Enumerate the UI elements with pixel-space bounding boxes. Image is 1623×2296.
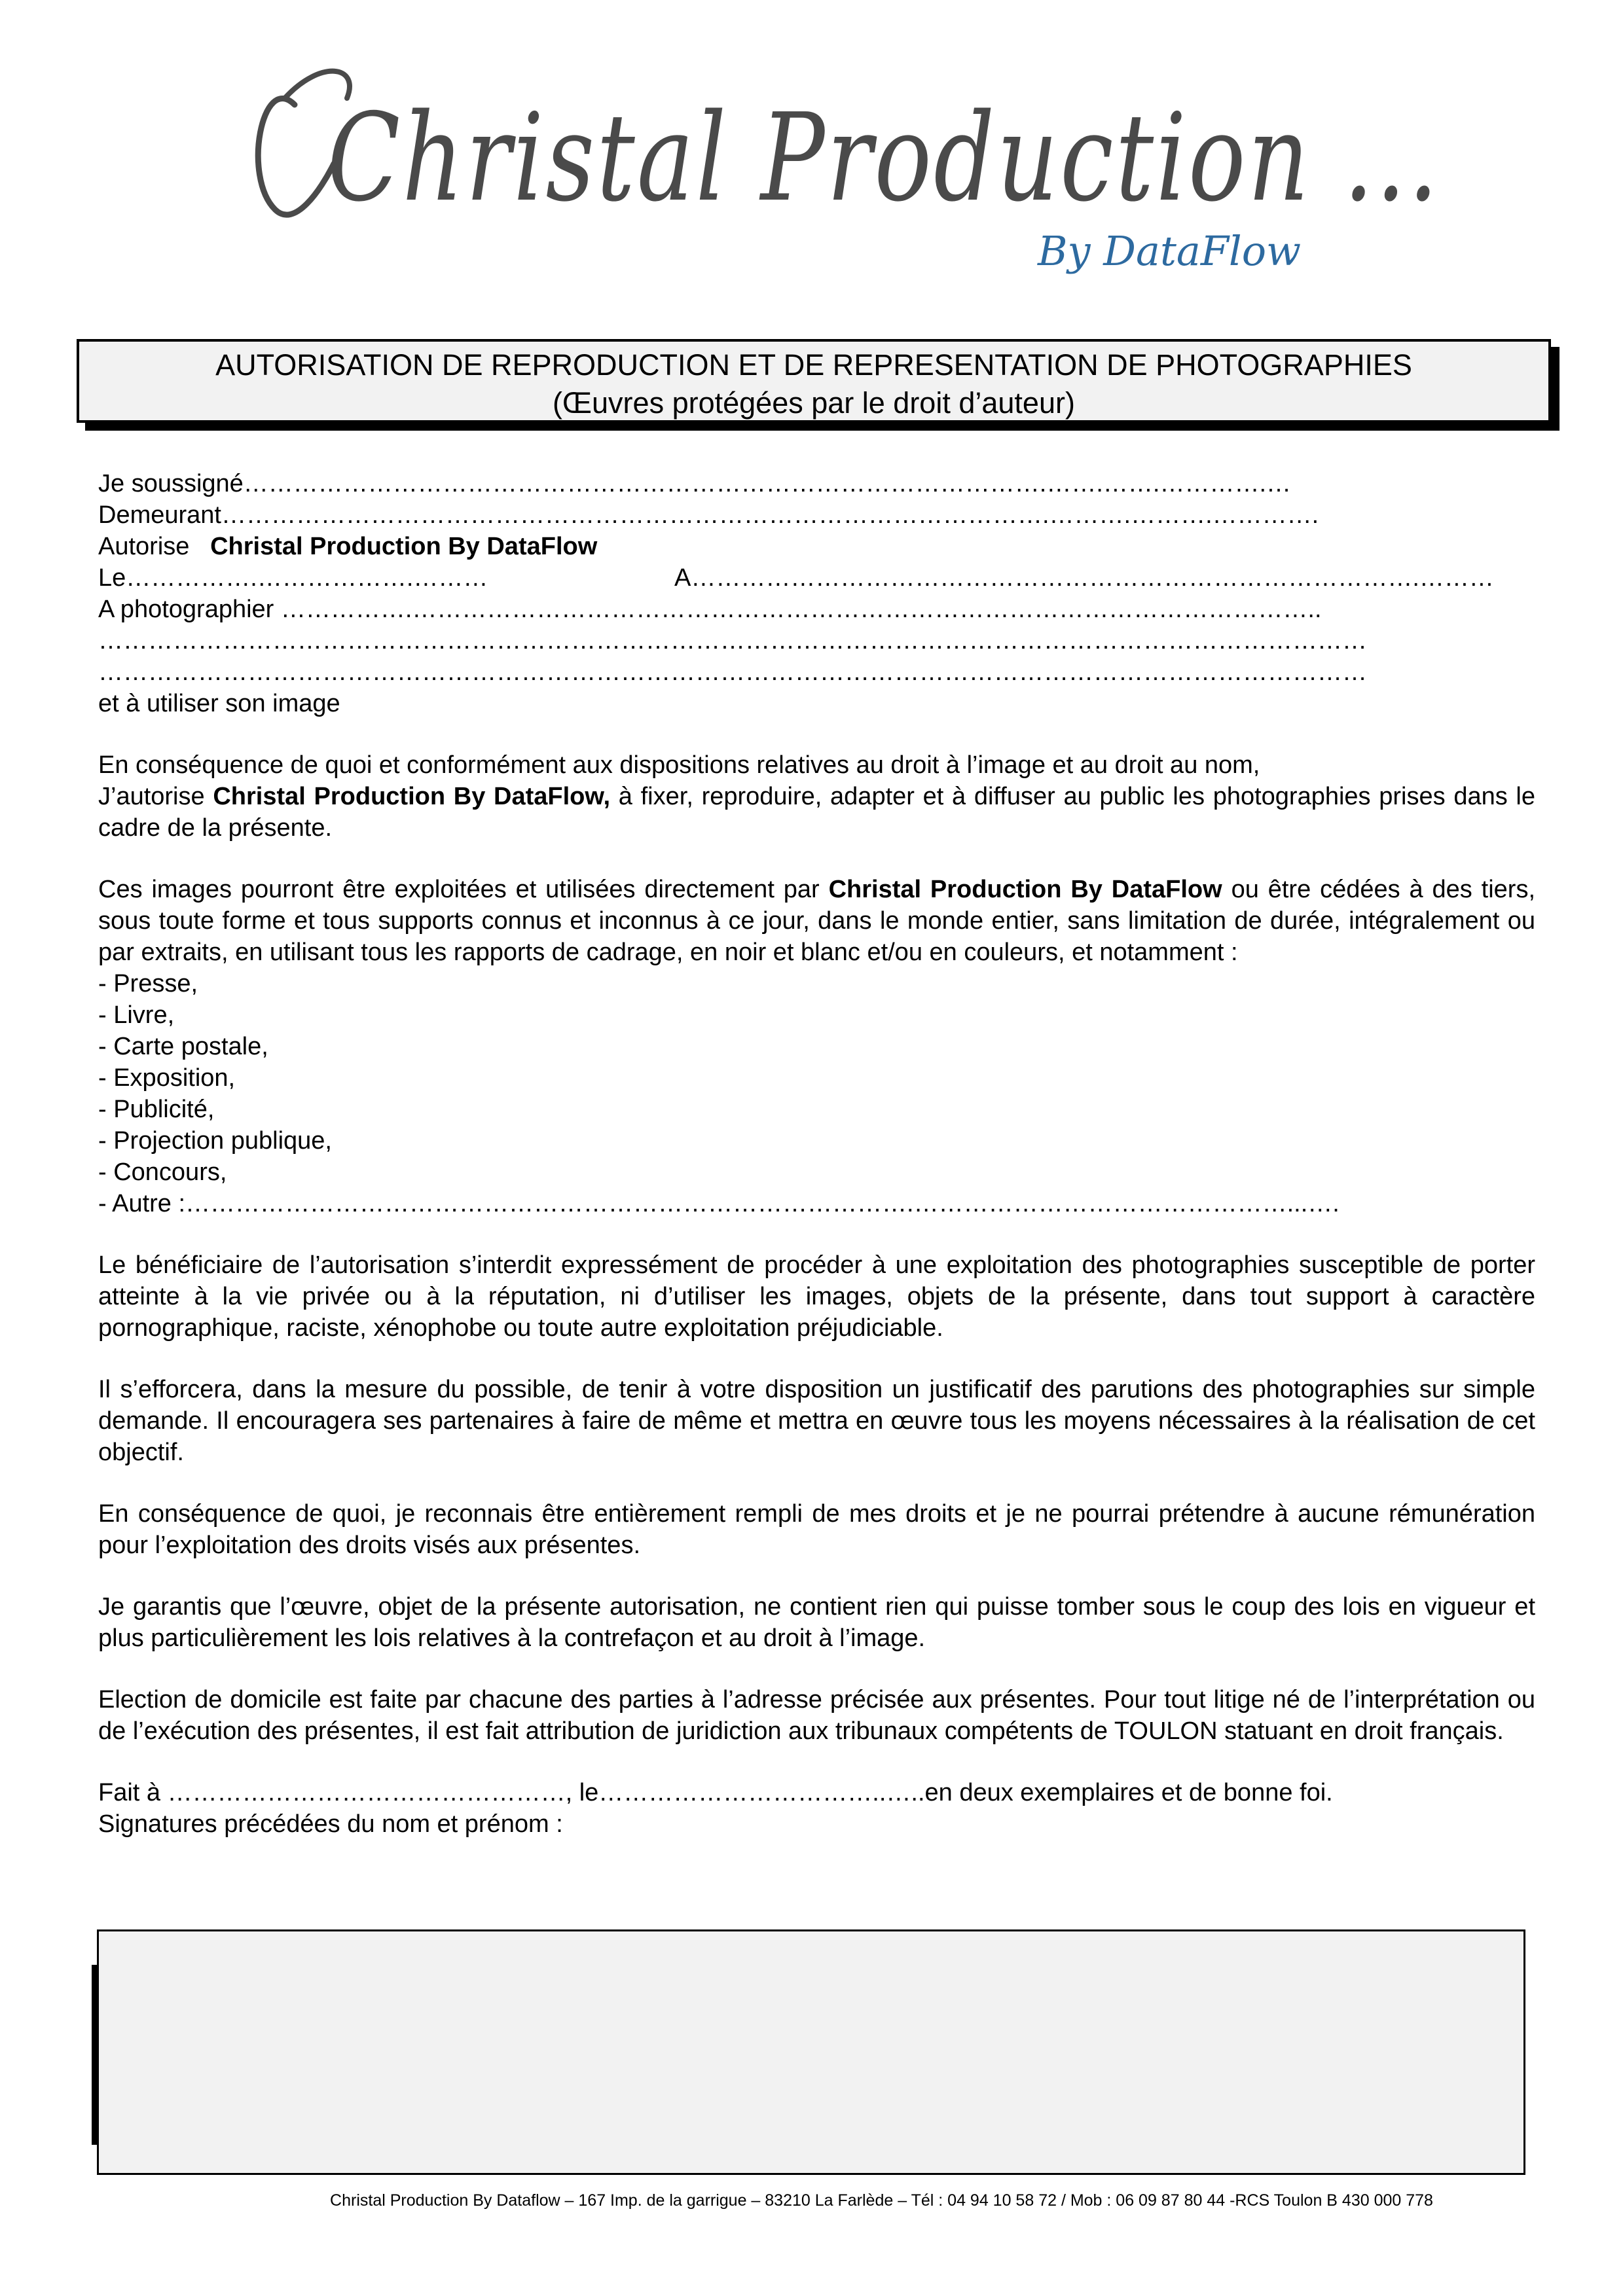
paragraph-interdiction: Le bénéficiaire de l’autorisation s’interdit expressément de procéder à une exploitation des photographies susceptible de porter atteinte à la vie privée ou à la réputation, ni d’utiliser les images, objets de la présente, dans tout support à caractère pornographique, raciste, xénophobe ou toute autre exploitation préjudiciable. (98, 1251, 1535, 1342)
field-fait-a[interactable]: Fait à …………………………………………, le……………………………..…..en deux exemplaires et de bonne foi. (98, 1779, 1333, 1806)
paragraph-justificatif: Il s’efforcera, dans la mesure du possible, de tenir à votre disposition un justificatif des parutions des photographies sur simple demande. Il encouragera ses partenaires à faire de même et mettra en œuvre tous les moyens nécessaires à la réalisation de cet objectif. (98, 1376, 1535, 1466)
field-blank-1[interactable]: ……………………………………………………………………………………………………………………………………… (98, 627, 1367, 655)
paragraph-election-domicile: Election de domicile est faite par chacune des parties à l’adresse précisée aux présentes. Pour tout litige né de l’interprétation ou de l’exécution des présentes, il est fait attribution de juridiction aux tribunaux compétents de TOULON statuant en droit français. (98, 1686, 1535, 1745)
date-place-line (98, 562, 1535, 594)
list-item: - Projection publique, (98, 1127, 332, 1155)
p2-post: ou être cédées à des tiers, sous toute forme et tous supports connus et inconnus à ce jour, dans le monde entier, sans limitation de durée, intégralement ou par extraits, en utilisant tous les rapports de cadrage, en noir et blanc et/ou en couleurs, et notamment : (98, 876, 1536, 966)
document-title: AUTORISATION DE REPRODUCTION ET DE REPRESENTATION DE PHOTOGRAPHIES (215, 348, 1412, 382)
paragraph-consequence-line1: En conséquence de quoi et conformément aux dispositions relatives au droit à l’image et au droit au nom, (98, 751, 1260, 779)
paragraph-exploitation (98, 874, 1535, 968)
authorization-form (98, 468, 1535, 1840)
list-item-autre[interactable]: - Autre :…………………………………………………………………………….………………………………………...…. (98, 1190, 1340, 1217)
field-le[interactable]: Le…………….……………….……… (98, 564, 488, 592)
autorise-company: Christal Production By DataFlow (210, 533, 598, 560)
field-demeurant[interactable]: Demeurant……………………………………………………………………………………….……….……….…………. (98, 501, 1319, 529)
autorise-line (98, 531, 1535, 562)
list-item: - Presse, (98, 970, 198, 997)
list-item: - Livre, (98, 1001, 175, 1029)
paragraph-remuneration: En conséquence de quoi, je reconnais être entièrement rempli de mes droits et je ne pourrai prétendre à aucune rémunération pour l’exploitation des droits visés aux présentes. (98, 1500, 1535, 1559)
field-photographier[interactable]: A photographier …………….……………………………………………………………………………………………….. (98, 596, 1322, 623)
list-item: - Carte postale, (98, 1033, 268, 1060)
paragraph-garantie: Je garantis que l’œuvre, objet de la présente autorisation, ne contient rien qui puisse tomber sous le coup des lois en vigueur et plus particulièrement les lois relatives à la contrefaçon et au droit à l’image. (98, 1593, 1535, 1652)
logo-c-flourish (258, 98, 334, 215)
p1-company: Christal Production By DataFlow, (213, 783, 611, 810)
list-item: - Exposition, (98, 1064, 236, 1092)
p1-post: à fixer, reproduire, adapter et à diffuser au public les photographies prises dans le cadre de la présente. (98, 783, 1535, 842)
paragraph-autorise (98, 781, 1535, 844)
document-title-box (77, 339, 1551, 423)
list-item: - Concours, (98, 1158, 227, 1186)
logo-byline: By DataFlow (1038, 227, 1302, 275)
p2-company: Christal Production By DataFlow (828, 876, 1222, 903)
signature-box[interactable] (97, 1929, 1525, 2175)
page-footer (0, 2189, 1623, 2212)
p1-pre: J’autorise (98, 783, 213, 810)
usage-list (98, 968, 1535, 1219)
signatures-label: Signatures précédées du nom et prénom : (98, 1810, 563, 1838)
field-blank-2[interactable]: ……………………………………………………………………………………………………………………………………… (98, 658, 1367, 686)
utiliser-image-text: et à utiliser son image (98, 690, 340, 717)
field-soussigne[interactable]: Je soussigné…………………………………………………………………………………….…….…….………….… (98, 470, 1292, 497)
autorise-label: Autorise (98, 533, 190, 560)
list-item: - Publicité, (98, 1096, 215, 1123)
document-subtitle: (Œuvres protégées par le droit d’auteur) (553, 386, 1075, 420)
christal-production-logo (249, 59, 1440, 295)
p2-pre: Ces images pourront être exploitées et utilisées directement par (98, 876, 829, 903)
field-a[interactable]: A…………………………………………………………………………….……… (674, 564, 1494, 592)
logo-wordmark: Christal Production ... (327, 87, 1440, 228)
footer-text: Christal Production By Dataflow – 167 Imp. de la garrigue – 83210 La Farlède – Tél : 04 94 10 58 72 / Mob : 06 09 87 80 44 -RCS Toulon B 430 000 778 (330, 2191, 1433, 2210)
